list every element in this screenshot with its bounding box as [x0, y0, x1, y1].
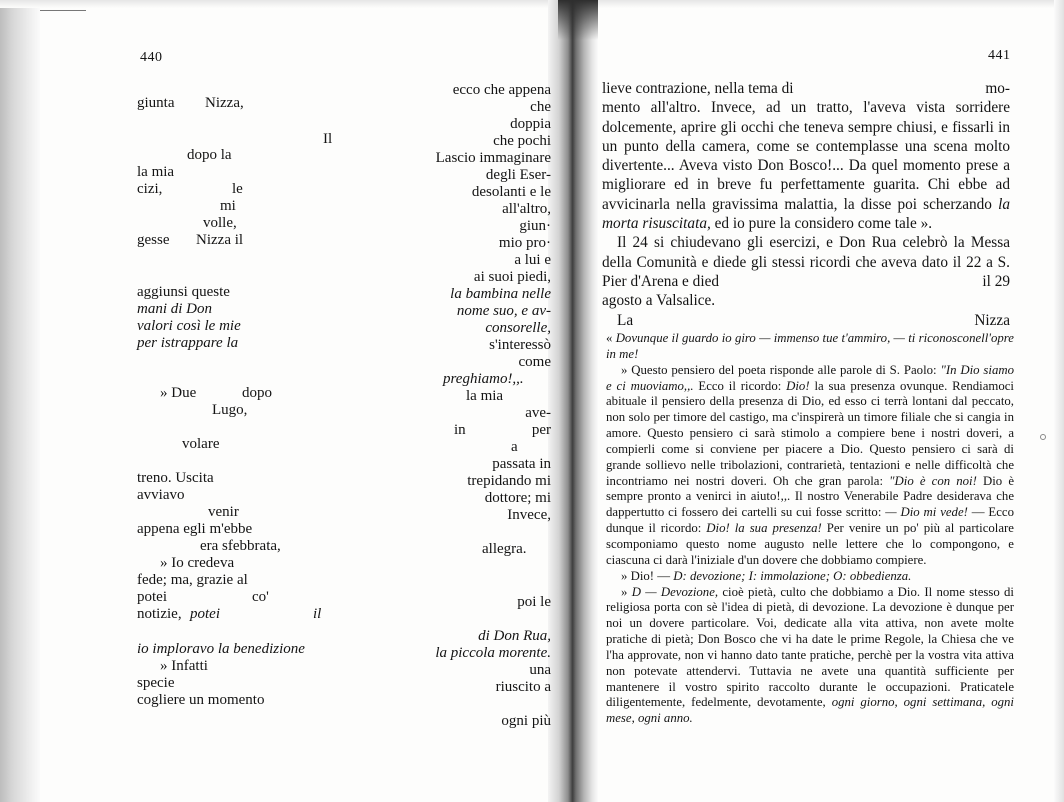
text-fragment: trepidando mi [467, 473, 551, 489]
text-fragment: » Due [160, 385, 197, 401]
text-fragment: Invece, [507, 507, 551, 523]
italic-text: ogni giorno, ogni settimana, ogni mese, ogni anno. [606, 695, 1014, 726]
text-fragment: le [232, 181, 243, 197]
text-run: » Dio! — [621, 568, 674, 583]
text-fragment: degli Eser- [485, 167, 551, 183]
text-fragment: all'altro, [502, 201, 551, 217]
gutter-top-shadow [558, 0, 598, 40]
text-fragment: Nizza il [196, 232, 244, 248]
scan-dust-mark [1040, 434, 1046, 440]
italic-text: Dio! [786, 378, 810, 393]
paragraph [602, 79, 1010, 98]
text-fragment: Il [323, 131, 333, 147]
text-run: ed io pure la considero come tale ». [710, 215, 933, 233]
text-run: » Questo pensiero del poeta risponde alle parole di S. Paolo: [621, 362, 941, 377]
italic-text: tue t'ammiro, — ti riconosco in me! [606, 331, 970, 361]
text-run: Ecco il ricordo: [693, 378, 787, 393]
text-run: Dio è sempre pronto a venirci in aiuto!,,. Il nostro Venerabile Padre desiderava che dappertutto ci fossero dei cartelli su cui fosse scritto: [606, 473, 1014, 520]
text-fragment: come [518, 354, 551, 370]
italic-text: — Dio mi vede! [885, 505, 968, 520]
text-fragment: venir [208, 504, 239, 520]
text-run: » [621, 584, 632, 599]
text-fragment: » Io credeva [160, 555, 235, 571]
paragraph [602, 311, 1010, 330]
text-run: Il 24 si chiudevano gli esercizi, e Don Rua celebrò la Messa della Comunità e diede gli stessi ricordi che aveva dato il 22 a S. Pier d'Arena e died [602, 234, 1010, 290]
text-fragment: notizie, [137, 606, 182, 622]
text-fragment: cogliere un momento [137, 692, 265, 708]
text-fragment: giun· [519, 218, 551, 234]
text-fragment: Lascio immaginare [435, 150, 551, 166]
italic-text: nell'opre [969, 331, 1014, 345]
text-fragment: avviavo [137, 487, 185, 503]
text-fragment: volle, [203, 215, 237, 231]
text-fragment: preghiamo!,,. [443, 371, 524, 387]
italic-text: "Dio è con noi! [889, 473, 977, 488]
text-fragment: » Infatti [160, 658, 208, 674]
text-run: il 29 [982, 272, 1010, 290]
text-fragment: volare [182, 436, 220, 452]
text-fragment: ecco che appena [452, 82, 551, 98]
text-fragment: valori così le mie [137, 318, 241, 334]
text-fragment: fede; ma, grazie al [137, 572, 248, 588]
text-run: Nizza [974, 311, 1010, 329]
italic-text: "In Dio siamo e ci muoviamo,,. [606, 362, 1015, 393]
text-run: la sua presenza ovunque. Rendiamoci abituale il pensiero della presenza di Dio, ed esso ci terrà lontani dal peccato, non solo per timore del castigo, ma c'inspirerà un timore filiale che si cangia in amore. Questo pensiero ci sarà stimolo a compiere bene i nostri doveri, a compierli come si conviene per piacere a Dio. Questo pensiero ci sarà di grande sollievo nelle tribolazioni, contrarietà, tentazioni e nelle difficoltà che incontriamo nei nostri doveri. Oh che gran parola: [606, 378, 1014, 488]
right-page-edge-shadow [1054, 0, 1064, 802]
text-run: Per venire un po' più al particolare scomponiamo questo nome augusto nelle lettere che lo compongono, e ciascuna ci darà l'iniziale d'un dovere che dobbiamo compiere. [606, 521, 1014, 567]
text-run: mento all'altro. Invece, ad un tratto, l'aveva vista sorridere dolcemente, aprire gli occhi che teneva sempre chiusi, e fissarli in un punto della camera, come se contemplasse una scena molto divertente... Aveva visto Don Bosco!... Da quel momento prese a migliorare ed in breve fu perfettamente guarita. Chi ebbe ad avvicinarla nella gravissima malattia, la disse poi scherzando [602, 99, 1010, 213]
text-fragment: Nizza, [205, 95, 244, 111]
right-page-body [602, 79, 1010, 330]
text-fragment: la bambina nelle [450, 286, 551, 302]
text-fragment: s'interessò [489, 337, 551, 353]
text-run: mo- [985, 80, 1010, 97]
text-fragment: aggiunsi queste [137, 284, 230, 300]
paragraph [606, 569, 1014, 585]
text-fragment: mi [220, 198, 236, 214]
text-fragment: ai suoi piedi, [473, 269, 551, 285]
text-fragment: che pochi [493, 133, 551, 149]
text-fragment: poi le [517, 594, 551, 610]
text-fragment: co' [252, 589, 269, 605]
text-fragment: riuscito a [495, 679, 551, 695]
paragraph [602, 291, 1010, 310]
left-page-edge-shadow [0, 0, 40, 802]
text-fragment: una [529, 662, 551, 678]
text-fragment: consorelle, [485, 320, 551, 336]
text-fragment: ogni più [501, 713, 551, 729]
text-run: agosto a Valsalice. [602, 292, 716, 310]
text-fragment: potei [137, 589, 167, 605]
italic-text: D — Devozione, [631, 584, 719, 599]
right-page-quoted-speech [606, 331, 1014, 727]
top-rule [40, 10, 86, 11]
text-fragment: io imploravo la benedizione [137, 641, 305, 657]
paragraph [606, 331, 1014, 363]
text-fragment: specie [137, 675, 175, 691]
top-edge-shadow [0, 0, 1064, 8]
text-run: lieve contrazione, nella tema di [602, 80, 794, 97]
text-fragment: dottore; mi [484, 490, 551, 506]
text-fragment: era sfebbrata, [200, 538, 281, 554]
paragraph [606, 585, 1014, 728]
text-fragment: dopo la [187, 147, 232, 163]
text-fragment: potei [190, 606, 220, 622]
text-run: — Ecco dunque il ricordo: [606, 505, 1014, 536]
text-fragment: per istrappare la [137, 335, 239, 351]
paragraph [606, 363, 1014, 569]
text-fragment: la mia [466, 388, 504, 404]
text-fragment: passata in [492, 456, 551, 472]
italic-text: Dio! la sua presenza! [706, 521, 822, 536]
text-fragment: cizi, [137, 181, 163, 197]
page-number-left: 440 [140, 50, 163, 65]
paragraph [602, 98, 1010, 233]
text-run: La [617, 311, 634, 329]
text-fragment: treno. Uscita [137, 470, 214, 486]
text-fragment: di Don Rua, [478, 628, 551, 644]
text-fragment: doppia [510, 116, 551, 132]
text-fragment: allegra. [482, 541, 527, 557]
text-fragment: mani di Don [137, 301, 212, 317]
text-fragment: gesse [137, 232, 170, 248]
text-run: cioè pietà, culto che dobbiamo a Dio. Il nome stesso di religiosa porta con sè l'idea di pietà, di devozione. La devozione è dunque per noi un dovere particolare. Voi, dedicate alla vita attiva, non avete molte pratiche di pietà; Don Bosco che vi ha date le prime Regole, la Chiesa che ve l'ha approvate, non vi hanno dato tante pratiche, perchè per la vostra vita attiva non potevate attendervi. Tuttavia ne avete una quantità sufficiente per mantenere il vostro spirito raccolto durante le occupazioni. Praticatele diligentemente, fedelmente, devotamente, [606, 584, 1014, 710]
text-fragment: appena egli m'ebbe [137, 521, 253, 537]
text-fragment: desolanti e le [471, 184, 551, 200]
text-fragment: a lui e [514, 252, 551, 268]
text-fragment: per [531, 422, 551, 438]
text-fragment: il [313, 606, 322, 622]
text-fragment: Lugo, [212, 402, 248, 418]
text-fragment: in [454, 422, 466, 438]
text-fragment: nome suo, e av- [456, 303, 551, 319]
paragraph [602, 233, 1010, 291]
text-fragment: mio pro· [498, 235, 551, 251]
text-fragment: ave- [525, 405, 551, 421]
text-fragment: giunta [137, 95, 175, 111]
page-number-right: 441 [988, 48, 1011, 63]
italic-text: la morta risuscitata, [602, 195, 1010, 233]
text-fragment: la mia [137, 164, 175, 180]
text-fragment: la piccola morente. [435, 645, 551, 661]
text-fragment: a [511, 439, 518, 455]
italic-text: Dovunque il guardo io giro — immenso [615, 331, 820, 345]
text-fragment: dopo [242, 385, 272, 401]
text-fragment: che [530, 99, 551, 115]
book-gutter-shadow [548, 0, 598, 802]
italic-text: D: devozione; I: immolazione; O: obbedienza. [673, 568, 912, 583]
text-run: « [606, 331, 616, 345]
